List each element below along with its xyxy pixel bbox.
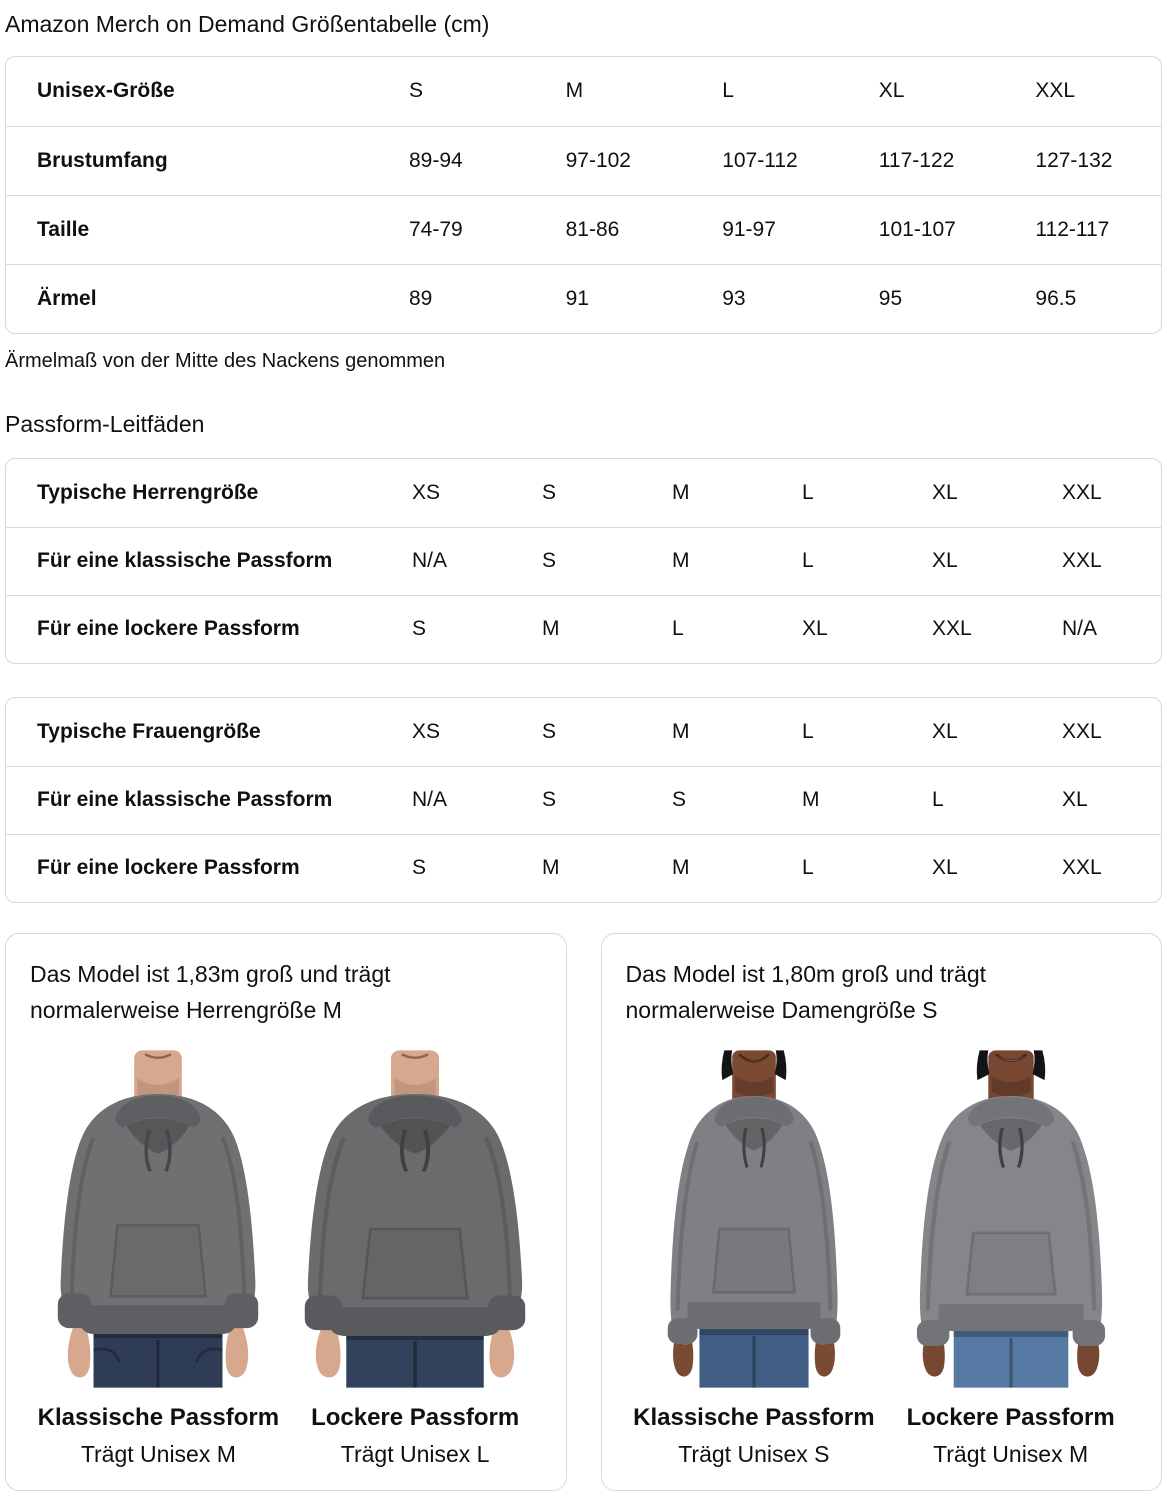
table-cell: L <box>932 788 944 812</box>
table-cell: M <box>672 856 690 880</box>
table-cell: 97-102 <box>565 148 631 172</box>
table-cell: L <box>672 617 684 641</box>
female-model-loose-fit-photo <box>887 1050 1135 1388</box>
kangaroo-pocket <box>713 1229 794 1292</box>
wears-label: Trägt Unisex M <box>933 1440 1089 1467</box>
size-column-header: XL <box>878 79 905 103</box>
figure-caption <box>907 1388 1115 1468</box>
size-column-header: M <box>672 719 690 743</box>
cuff <box>58 1293 92 1328</box>
table-cell: 101-107 <box>878 217 956 241</box>
table-header-row <box>6 698 1161 766</box>
cuff <box>668 1318 698 1344</box>
size-column-header: S <box>542 719 557 743</box>
table-cell: XXL <box>1062 549 1102 573</box>
table-cell: 91-97 <box>722 217 776 241</box>
sleeve-measure-note: Ärmelmaß von der Mitte des Nackens genommen <box>5 349 446 372</box>
jeans <box>94 1331 223 1388</box>
row-label: Für eine klassische Passform <box>37 788 333 812</box>
male-model-classic-fit-photo <box>34 1050 282 1388</box>
size-column-header: M <box>672 480 690 504</box>
table-cell: M <box>672 549 690 573</box>
kangaroo-pocket <box>111 1225 206 1296</box>
table-cell: M <box>542 617 560 641</box>
jeans <box>346 1333 483 1388</box>
fit-label: Klassische Passform <box>37 1403 280 1431</box>
model-description: Das Model ist 1,83m groß und trägt normalerweise Herrengröße M <box>30 960 391 1023</box>
row-label: Ärmel <box>37 286 97 310</box>
table-row <box>6 834 1161 902</box>
row-label: Unisex-Größe <box>37 79 175 103</box>
kangaroo-pocket <box>966 1233 1055 1295</box>
table-cell: S <box>542 549 557 573</box>
hem-band <box>938 1304 1083 1331</box>
female-model-card <box>601 933 1163 1491</box>
model-female-classic <box>668 1050 841 1387</box>
table-cell: M <box>802 788 820 812</box>
table-cell: 89 <box>409 286 433 310</box>
table-row <box>6 766 1161 834</box>
male-model-card <box>5 933 567 1491</box>
model-figure-classic <box>30 1050 287 1468</box>
row-label: Für eine klassische Passform <box>37 549 333 573</box>
table-cell: N/A <box>1062 617 1098 641</box>
jeans <box>699 1328 808 1388</box>
size-column-header: XL <box>932 719 958 743</box>
row-label: Typische Herrengröße <box>37 480 259 504</box>
table-cell: XL <box>802 617 828 641</box>
hem-band <box>80 1305 237 1334</box>
model-figures <box>626 1050 1140 1468</box>
cuff <box>225 1293 259 1328</box>
table-cell: 127-132 <box>1035 148 1113 172</box>
hem-band <box>687 1302 820 1329</box>
model-figure-loose <box>287 1050 544 1468</box>
figure-caption <box>311 1388 519 1468</box>
female-model-classic-fit-photo <box>630 1050 878 1388</box>
cuff <box>305 1295 342 1330</box>
size-column-header: M <box>565 79 584 103</box>
size-column-header: S <box>542 480 557 504</box>
row-label: Brustumfang <box>37 148 168 172</box>
table-row <box>6 595 1161 663</box>
table-cell: S <box>412 856 427 880</box>
table-cell: S <box>412 617 427 641</box>
model-male-loose <box>305 1050 525 1387</box>
size-column-header: XXL <box>1062 480 1102 504</box>
table-cell: L <box>802 549 814 573</box>
wears-label: Trägt Unisex M <box>80 1440 236 1467</box>
model-figures <box>30 1050 544 1468</box>
table-cell: XL <box>1062 788 1088 812</box>
table-header-row <box>6 57 1161 126</box>
womens-fit-table <box>5 697 1162 903</box>
size-column-header: XS <box>412 719 441 743</box>
table-cell: 96.5 <box>1035 286 1077 310</box>
hem-band <box>329 1307 501 1336</box>
table-cell: L <box>802 856 814 880</box>
table-cell: M <box>542 856 560 880</box>
model-cards <box>5 933 1162 1491</box>
size-column-header: S <box>409 79 424 103</box>
cuff <box>488 1295 525 1330</box>
row-label: Für eine lockere Passform <box>37 856 300 880</box>
table-cell: 112-117 <box>1035 217 1110 241</box>
model-female-loose <box>917 1050 1105 1387</box>
size-column-header: XL <box>932 480 958 504</box>
cuff <box>917 1320 949 1346</box>
table-cell: 89-94 <box>409 148 463 172</box>
male-model-loose-fit-photo <box>291 1050 539 1388</box>
table-row <box>6 527 1161 595</box>
table-cell: XL <box>932 549 958 573</box>
jeans <box>953 1330 1068 1388</box>
table-cell: 107-112 <box>722 148 798 172</box>
size-column-header: L <box>722 79 734 103</box>
fit-label: Lockere Passform <box>906 1403 1115 1431</box>
cuff <box>810 1318 840 1344</box>
kangaroo-pocket <box>363 1229 468 1298</box>
model-figure-loose <box>882 1050 1139 1468</box>
table-cell: N/A <box>412 788 448 812</box>
figure-caption <box>633 1388 874 1468</box>
table-cell: 81-86 <box>565 217 620 241</box>
table-cell: XXL <box>932 617 972 641</box>
model-figure-classic <box>626 1050 883 1468</box>
model-description: Das Model ist 1,80m groß und trägt normalerweise Damengröße S <box>625 960 986 1023</box>
table-cell: 91 <box>565 286 589 310</box>
table-row <box>6 126 1161 195</box>
table-cell: S <box>542 788 557 812</box>
row-label: Typische Frauengröße <box>37 719 261 743</box>
wears-label: Trägt Unisex L <box>340 1440 490 1467</box>
table-row <box>6 264 1161 333</box>
fit-guides-heading: Passform-Leitfäden <box>5 410 205 437</box>
table-header-row <box>6 459 1161 527</box>
table-cell: 74-79 <box>409 217 463 241</box>
table-cell: N/A <box>412 549 448 573</box>
size-column-header: L <box>802 719 814 743</box>
wears-label: Trägt Unisex S <box>678 1440 830 1467</box>
size-column-header: L <box>802 480 814 504</box>
row-label: Taille <box>37 217 90 241</box>
table-cell: 117-122 <box>878 148 955 172</box>
table-cell: XXL <box>1062 856 1102 880</box>
model-male-classic <box>58 1050 258 1387</box>
table-cell: S <box>672 788 687 812</box>
cuff <box>1072 1320 1104 1346</box>
fit-label: Lockere Passform <box>311 1403 520 1431</box>
table-row <box>6 195 1161 264</box>
table-cell: 95 <box>878 286 903 310</box>
mens-fit-table <box>5 458 1162 664</box>
size-column-header: XXL <box>1062 719 1102 743</box>
table-cell: XL <box>932 856 958 880</box>
table-cell: 93 <box>722 286 746 310</box>
size-column-header: XXL <box>1035 79 1076 103</box>
row-label: Für eine lockere Passform <box>37 617 300 641</box>
fit-label: Klassische Passform <box>633 1403 875 1431</box>
size-column-header: XS <box>412 480 441 504</box>
figure-caption <box>38 1388 279 1468</box>
page-title: Amazon Merch on Demand Größentabelle (cm) <box>5 11 490 37</box>
unisex-size-table <box>5 56 1162 334</box>
